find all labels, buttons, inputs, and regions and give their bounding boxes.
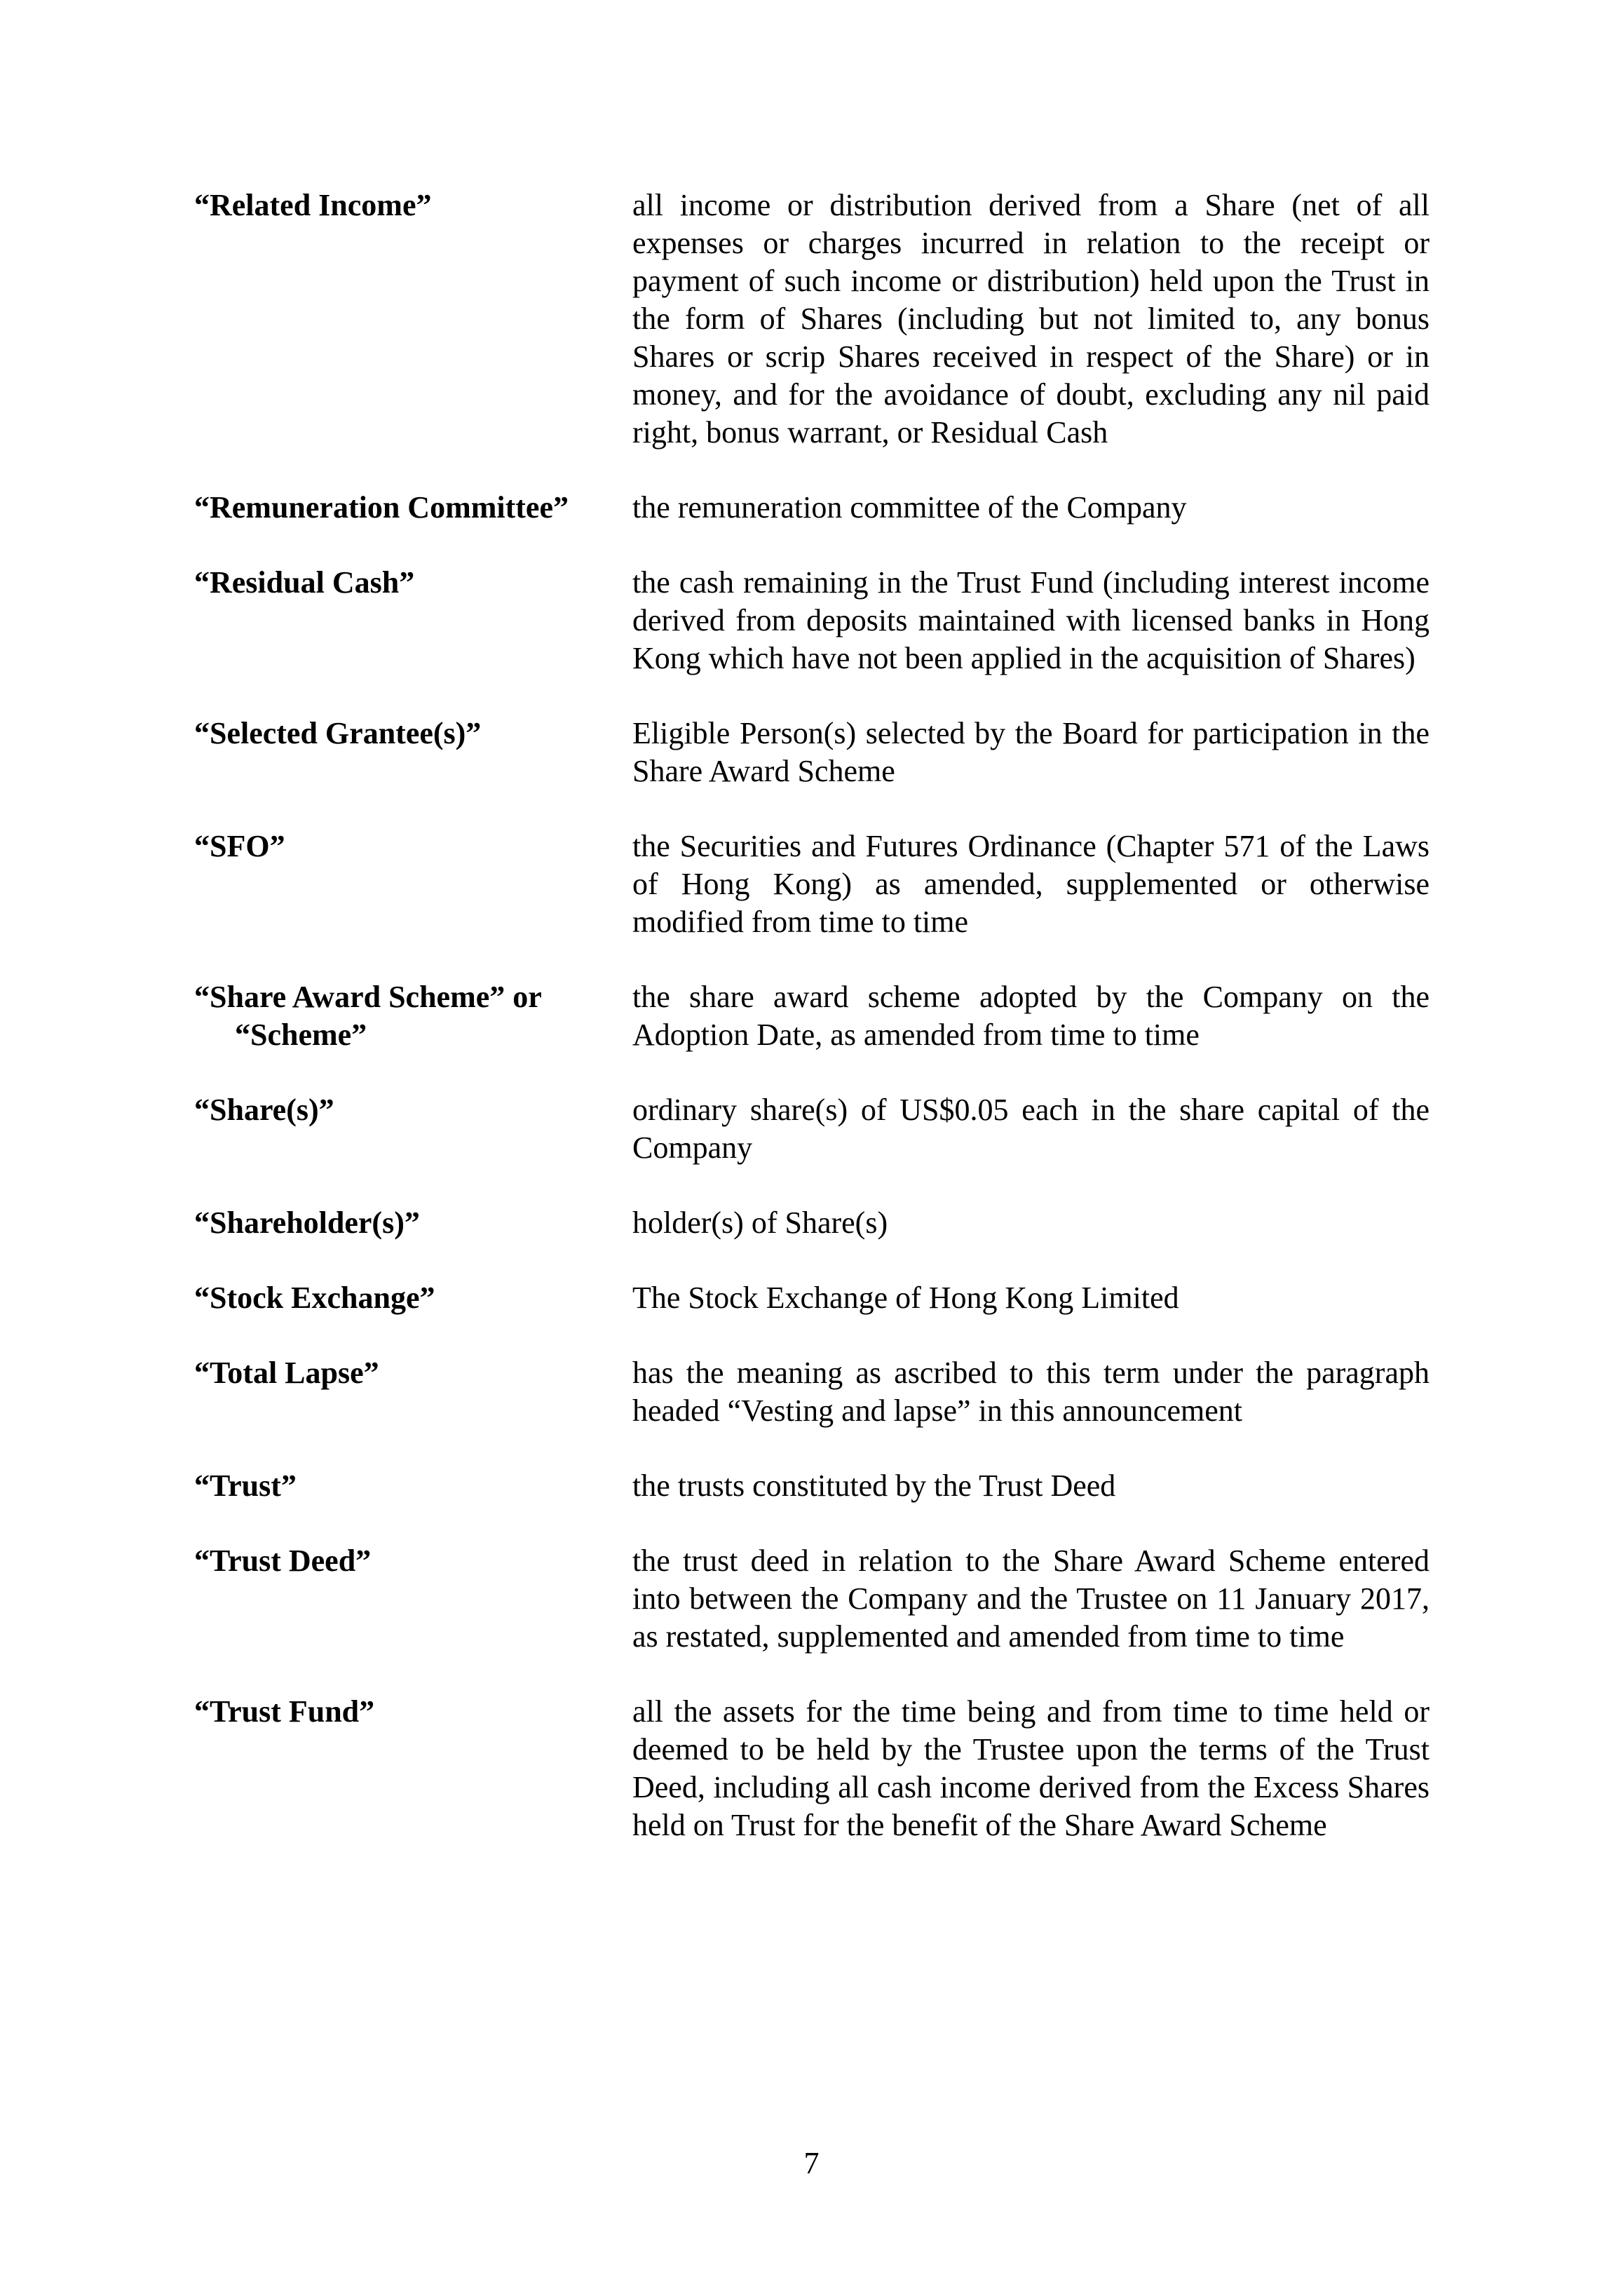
definition: the share award scheme adopted by the Company on the Adoption Date, as amended from time to time bbox=[632, 980, 1430, 1052]
definition-row-trust bbox=[194, 1467, 1430, 1505]
definition-row-sfo bbox=[194, 828, 1430, 941]
term: “Stock Exchange” bbox=[194, 1281, 435, 1315]
definition-row-residual-cash bbox=[194, 564, 1430, 677]
term: “Shareholder(s)” bbox=[194, 1206, 420, 1240]
definition: the remuneration committee of the Company bbox=[632, 490, 1187, 525]
term: “Selected Grantee(s)” bbox=[194, 716, 482, 750]
term: “Trust Deed” bbox=[194, 1544, 372, 1578]
definition-row-shareholders bbox=[194, 1204, 1430, 1242]
definition: ordinary share(s) of US$0.05 each in the share capital of the Company bbox=[632, 1093, 1430, 1165]
definition: all income or distribution derived from a Share (net of all expenses or charges incurred in relation to the receipt or payment of such income or distribution) held upon the Trust in the form of Shares (including but not limited to, any bonus Shares or scrip Shares received in respect of the Share) or in money, and for the avoidance of doubt, excluding any nil paid right, bonus warrant, or Residual Cash bbox=[632, 188, 1430, 450]
definition: the trusts constituted by the Trust Deed bbox=[632, 1468, 1116, 1503]
definition: Eligible Person(s) selected by the Board for participation in the Share Award Scheme bbox=[632, 716, 1430, 788]
term: “Share Award Scheme” or “Scheme” bbox=[194, 980, 541, 1052]
definition: The Stock Exchange of Hong Kong Limited bbox=[632, 1281, 1179, 1315]
definition: has the meaning as ascribed to this term under the paragraph headed “Vesting and lapse” in this announcement bbox=[632, 1356, 1430, 1428]
definitions-list bbox=[194, 187, 1430, 1882]
definition-row-related-income bbox=[194, 187, 1430, 452]
definition-row-trust-deed bbox=[194, 1542, 1430, 1656]
term: “Residual Cash” bbox=[194, 565, 415, 600]
term: “Trust Fund” bbox=[194, 1694, 375, 1729]
term: “Total Lapse” bbox=[194, 1356, 379, 1390]
definition: the cash remaining in the Trust Fund (including interest income derived from deposits maintained with licensed banks in Hong Kong which have not been applied in the acquisition of Shares) bbox=[632, 565, 1430, 675]
term: “Trust” bbox=[194, 1468, 297, 1503]
definition-row-stock-exchange bbox=[194, 1279, 1430, 1317]
definition: the Securities and Futures Ordinance (Chapter 571 of the Laws of Hong Kong) as amended, supplemented or otherwise modified from time to time bbox=[632, 829, 1430, 939]
definition-row-selected-grantees bbox=[194, 715, 1430, 790]
term: “Share(s)” bbox=[194, 1093, 334, 1127]
definition-row-total-lapse bbox=[194, 1354, 1430, 1430]
term: “SFO” bbox=[194, 829, 285, 863]
definition: all the assets for the time being and from time to time held or deemed to be held by the Trustee upon the terms of the Trust Deed, including all cash income derived from the Excess Shares held on Trust for the benefit of the Share Award Scheme bbox=[632, 1694, 1430, 1842]
term: “Related Income” bbox=[194, 188, 432, 222]
page-number: 7 bbox=[803, 2146, 820, 2180]
definition: holder(s) of Share(s) bbox=[632, 1206, 888, 1240]
term: “Remuneration Committee” bbox=[194, 490, 569, 525]
definition-row-remuneration-committee bbox=[194, 489, 1430, 527]
definition-row-share-award-scheme bbox=[194, 978, 1430, 1054]
definition: the trust deed in relation to the Share Award Scheme entered into between the Company and the Trustee on 11 January 2017, as restated, supplemented and amended from time to time bbox=[632, 1544, 1430, 1654]
definition-row-shares bbox=[194, 1091, 1430, 1167]
definition-row-trust-fund bbox=[194, 1693, 1430, 1844]
